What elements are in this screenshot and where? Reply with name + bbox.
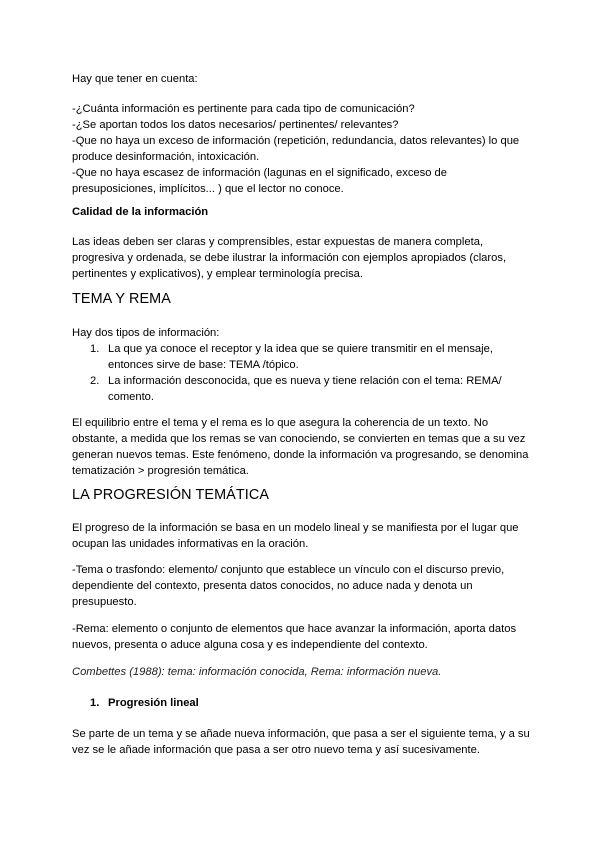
paragraph-line: ocupan las unidades informativas en la oración.	[72, 538, 309, 550]
intro-bullet-line: -Que no haya escasez de información (lagunas en el significado, exceso de	[72, 167, 448, 179]
paragraph-line: -Tema o trasfondo: elemento/ conjunto que establece un vínculo con el discurso previo,	[72, 564, 505, 576]
paragraph-line: presupuesto.	[72, 596, 137, 608]
intro-bullet-line: produce desinformación, intoxicación.	[72, 151, 260, 163]
intro-bullet-line: presuposiciones, implícitos... ) que el lector no conoce.	[72, 183, 344, 195]
paragraph-line: vez se le añade información que pasa a ser otro nuevo tema y así sucesivamente.	[72, 744, 480, 756]
list-item-text	[108, 373, 502, 405]
progresion-paragraph-rema	[72, 621, 532, 653]
calidad-line: progresiva y ordenada, se debe ilustrar la información con ejemplos apropiados (claros,	[72, 252, 507, 264]
tema-rema-intro-text: Hay dos tipos de información:	[72, 327, 220, 339]
calidad-title	[72, 204, 532, 220]
tema-rema-paragraph	[72, 415, 532, 479]
citation	[72, 664, 532, 680]
list-item-line: La que ya conoce el receptor y la idea que se quiere transmitir en el mensaje,	[108, 343, 493, 355]
paragraph-line: -Rema: elemento o conjunto de elementos que hace avanzar la información, aporta datos	[72, 623, 517, 635]
calidad-paragraph	[72, 234, 532, 282]
progresion-heading: LA PROGRESIÓN TEMÁTICA	[72, 487, 270, 503]
citation-text: Combettes (1988): tema: información conocida, Rema: información nueva.	[72, 666, 442, 678]
paragraph-line: El equilibrio entre el tema y el rema es lo que asegura la coherencia de un texto. No	[72, 417, 489, 429]
calidad-line: pertinentes y explicativos), y emplear terminología precisa.	[72, 268, 364, 280]
list-item-line: La información desconocida, que es nueva y tiene relación con el tema: REMA/	[108, 375, 502, 387]
progresion-paragraph-tema	[72, 562, 532, 610]
paragraph-line: nuevos, presenta o aduce alguna cosa y es independiente del contexto.	[72, 639, 428, 651]
paragraph-line: El progreso de la información se basa en un modelo lineal y se manifiesta por el lugar que	[72, 522, 519, 534]
tema-rema-intro	[72, 325, 532, 341]
subsection-number: 1.	[90, 697, 100, 709]
intro-bullets	[72, 101, 532, 197]
calidad-line: Las ideas deben ser claras y comprensibles, estar expuestas de manera completa,	[72, 236, 484, 248]
list-item-line: comento.	[108, 391, 155, 403]
list-item-number: 2.	[90, 375, 100, 387]
intro-title	[72, 71, 532, 87]
paragraph-line: generan nuevos temas. Este fenómeno, donde la información va progresando, se denomina	[72, 449, 529, 461]
intro-bullet-line: -Que no haya un exceso de información (repetición, redundancia, datos relevantes) lo que	[72, 135, 520, 147]
paragraph-line: Se parte de un tema y se añade nueva información, que pasa a ser el siguiente tema, y a su	[72, 728, 530, 740]
list-item-number: 1.	[90, 343, 100, 355]
intro-title-text: Hay que tener en cuenta:	[72, 73, 198, 85]
progresion-paragraph-1	[72, 520, 532, 552]
tema-rema-heading: TEMA Y REMA	[72, 291, 171, 307]
paragraph-line: obstante, a medida que los remas se van conociendo, se convierten en temas que a su vez	[72, 433, 526, 445]
progresion-paragraph-lineal	[72, 726, 532, 758]
paragraph-line: tematización > progresión temática.	[72, 465, 249, 477]
intro-bullet-line: -¿Cuánta información es pertinente para cada tipo de comunicación?	[72, 103, 415, 115]
paragraph-line: dependiente del contexto, presenta datos conocidos, no aduce nada y denota un	[72, 580, 473, 592]
intro-bullet-line: -¿Se aportan todos los datos necesarios/ pertinentes/ relevantes?	[72, 119, 399, 131]
list-item-line: entonces sirve de base: TEMA /tópico.	[108, 359, 299, 371]
list-item-text	[108, 341, 493, 373]
calidad-title-text: Calidad de la información	[72, 206, 209, 218]
subsection-label: Progresión lineal	[108, 697, 199, 709]
